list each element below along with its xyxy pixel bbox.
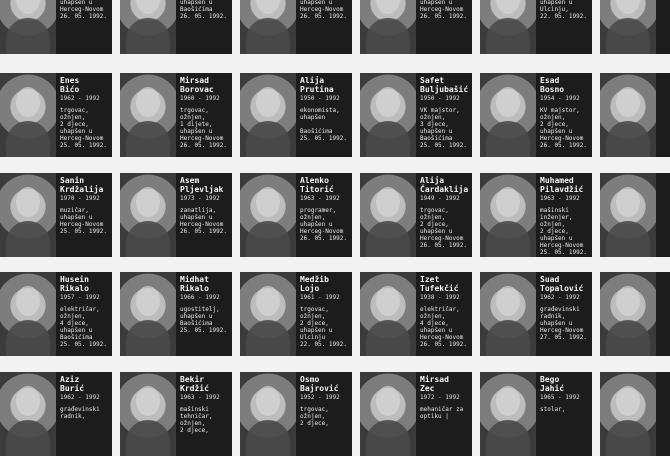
person-card — [480, 0, 592, 54]
person-card — [240, 73, 352, 157]
person-info — [60, 0, 110, 53]
person-card — [240, 272, 352, 356]
person-description: trgovac, ožnjen, 1 dijete, uhapšen u Herceg-Novom 26. 05. 1992. — [180, 107, 227, 149]
person-card — [360, 0, 472, 54]
portrait-photo — [480, 0, 536, 54]
person-description: mašinski tehničar, ožnjen, 2 djece, — [180, 406, 213, 434]
person-card — [0, 173, 112, 257]
portrait-photo — [360, 372, 416, 456]
person-info — [540, 375, 590, 455]
person-description: građevinski radnik, — [60, 406, 100, 420]
portrait-photo — [240, 173, 296, 257]
person-description: ugostitelj, uhapšen u Baošićima 25. 05. 1992. — [180, 306, 227, 334]
person-years: 1966 - 1992 — [180, 294, 220, 301]
person-description: trgovac, ožnjen, 2 djece, uhapšen u Herceg-Novom 25. 05. 1992. — [60, 107, 107, 149]
portrait-photo — [120, 372, 176, 456]
person-years: 1949 - 1992 — [420, 195, 460, 202]
person-info — [540, 0, 590, 53]
person-card — [0, 0, 112, 54]
person-name: Midhat Rikalo — [180, 275, 209, 293]
person-description: stolar, — [540, 406, 566, 413]
person-card — [360, 73, 472, 157]
person-description: uhapšen u Ulcinju, 22. 05. 1992. — [540, 0, 587, 20]
portrait-photo — [360, 0, 416, 54]
person-description: trgovac, ožnjen, 2 djece, uhapšen u Herceg-Novom 26. 05. 1992. — [420, 207, 467, 249]
person-years: 1954 - 1992 — [540, 95, 580, 102]
person-years: 1962 - 1992 — [60, 95, 100, 102]
portrait-photo — [600, 173, 656, 257]
person-card — [240, 372, 352, 456]
person-info — [300, 176, 350, 256]
person-info — [300, 0, 350, 53]
person-card — [600, 173, 670, 257]
person-name: Bego Jahić — [540, 375, 565, 393]
person-card — [480, 272, 592, 356]
person-name: Asem Pljevljak — [180, 176, 224, 194]
person-info — [180, 375, 230, 455]
person-info — [540, 176, 590, 256]
person-card — [480, 73, 592, 157]
person-card — [480, 372, 592, 456]
person-name: Muhamed Pilavdžić — [540, 176, 584, 194]
person-description: mehaničar za optiku | — [420, 406, 464, 420]
person-years: 1970 - 1992 — [60, 195, 100, 202]
portrait-photo — [360, 73, 416, 157]
person-info — [60, 76, 110, 156]
portrait-photo — [120, 272, 176, 356]
person-years: 1965 - 1992 — [540, 394, 580, 401]
person-card — [120, 73, 232, 157]
person-years: 1963 - 1992 — [300, 195, 340, 202]
person-info — [420, 176, 470, 256]
person-name: Husein Rikalo — [60, 275, 89, 293]
person-description: građevinski radnik, uhapšen u Herceg-Novom 27. 05. 1992. — [540, 306, 587, 341]
person-description: zanatlija, uhapšen u Herceg-Novom 26. 05. 1992. — [180, 207, 227, 235]
person-info — [420, 76, 470, 156]
person-description: uhapšen u Baošićima 26. 05. 1992. — [180, 0, 227, 20]
person-years: 1962 - 1992 — [540, 294, 580, 301]
portrait-photo — [0, 0, 56, 54]
person-card — [600, 372, 670, 456]
person-description: programer, ožnjen, uhapšen u Herceg-Novom 26. 05. 1992. — [300, 207, 347, 242]
person-description: ekonomista, uhapšen Baošićima 25. 05. 1992. — [300, 107, 347, 142]
person-name: Safet Buljubašić — [420, 76, 469, 94]
person-card — [0, 272, 112, 356]
person-name: Medžib Lojo — [300, 275, 329, 293]
person-description: uhapšen u Herceg-Novom 26. 05. 1992. — [420, 0, 467, 20]
person-description: električar, ožnjen, 4 djece, uhapšen u Baošićima 25. 05. 1992. — [60, 306, 107, 348]
portrait-photo — [0, 372, 56, 456]
portrait-photo — [240, 372, 296, 456]
person-card — [240, 173, 352, 257]
portrait-photo — [480, 272, 536, 356]
person-card — [120, 173, 232, 257]
person-info — [300, 76, 350, 156]
person-card — [360, 272, 472, 356]
portrait-photo — [600, 272, 656, 356]
person-card — [120, 272, 232, 356]
person-years: 1962 - 1992 — [60, 394, 100, 401]
person-description: mašinski inženjer, ožnjen, 2 djece, uhapšen u Herceg-Novom 25. 05. 1992. — [540, 207, 587, 256]
person-description: KV majstor, ožnjen, 2 djece, uhapšen u Herceg-Novom 26. 05. 1992. — [540, 107, 587, 149]
person-name: Osmo Bajrović — [300, 375, 339, 393]
portrait-photo — [600, 0, 656, 54]
person-info — [300, 375, 350, 455]
person-name: Aziz Burić — [60, 375, 85, 393]
person-name: Esad Bosno — [540, 76, 565, 94]
person-years: 1950 - 1992 — [300, 95, 340, 102]
person-years: 1963 - 1992 — [180, 394, 220, 401]
person-name: Alenko Titorić — [300, 176, 334, 194]
person-description: trgovac, ožnjen, 2 djece, uhapšen u Ulcinju 22. 05. 1992. — [300, 306, 347, 348]
person-years: 1972 - 1992 — [420, 394, 460, 401]
portrait-photo — [480, 372, 536, 456]
portrait-photo — [120, 0, 176, 54]
person-card — [360, 173, 472, 257]
person-info — [180, 0, 230, 53]
person-card — [360, 372, 472, 456]
person-description: uhapšen u Herceg-Novom 26. 05. 1992. — [300, 0, 347, 20]
person-info — [420, 275, 470, 355]
person-info — [540, 275, 590, 355]
person-years: 1952 - 1992 — [300, 394, 340, 401]
person-years: 1957 - 1992 — [60, 294, 100, 301]
person-years: 1963 - 1992 — [540, 195, 580, 202]
portrait-photo — [480, 73, 536, 157]
portrait-photo — [0, 73, 56, 157]
portrait-photo — [0, 173, 56, 257]
person-info — [420, 375, 470, 455]
person-name: Enes Bićo — [60, 76, 80, 94]
person-info — [60, 275, 110, 355]
portrait-photo — [120, 173, 176, 257]
person-name: Mirsad Zec — [420, 375, 449, 393]
person-info — [420, 0, 470, 53]
person-info — [180, 275, 230, 355]
person-name: Alija Čardaklija — [420, 176, 469, 194]
person-name: Alija Prutina — [300, 76, 334, 94]
portrait-photo — [600, 372, 656, 456]
person-name: Suad Topalović — [540, 275, 584, 293]
person-info — [300, 275, 350, 355]
person-name: Sanin Krdžalija — [60, 176, 104, 194]
portrait-photo — [240, 0, 296, 54]
person-description: trgovac, ožnjen, 2 djece, — [300, 406, 329, 427]
person-card — [240, 0, 352, 54]
person-card — [600, 0, 670, 54]
person-info — [180, 176, 230, 256]
person-card — [120, 372, 232, 456]
person-card — [600, 272, 670, 356]
portrait-photo — [360, 173, 416, 257]
person-years: 1973 - 1992 — [180, 195, 220, 202]
person-card — [0, 73, 112, 157]
person-info — [540, 76, 590, 156]
person-years: 1938 - 1992 — [420, 294, 460, 301]
person-info — [60, 375, 110, 455]
person-card — [480, 173, 592, 257]
person-description: VK majstor, ožnjen, 3 djece, uhapšen u Baošićima 25. 05. 1992. — [420, 107, 467, 149]
person-name: Mirsad Borovac — [180, 76, 214, 94]
person-years: 1960 - 1992 — [180, 95, 220, 102]
portrait-photo — [0, 272, 56, 356]
person-name: Bekir Krdžić — [180, 375, 209, 393]
portrait-photo — [240, 73, 296, 157]
portrait-photo — [480, 173, 536, 257]
portrait-photo — [600, 73, 656, 157]
portrait-photo — [240, 272, 296, 356]
person-info — [60, 176, 110, 256]
person-description: električar, ožnjen, 4 djece, uhapšen u Herceg-Novom 26. 05. 1992. — [420, 306, 467, 348]
person-description: muzičar, uhapšen u Herceg-Novom 25. 05. 1992. — [60, 207, 107, 235]
person-years: 1961 - 1992 — [300, 294, 340, 301]
person-info — [180, 76, 230, 156]
person-card — [0, 372, 112, 456]
person-name: Izet Tufekčić — [420, 275, 459, 293]
person-card — [600, 73, 670, 157]
portrait-photo — [120, 73, 176, 157]
person-card — [120, 0, 232, 54]
person-years: 1950 - 1992 — [420, 95, 460, 102]
person-description: uhapšen u Herceg-Novom 26. 05. 1992. — [60, 0, 107, 20]
portrait-photo — [360, 272, 416, 356]
